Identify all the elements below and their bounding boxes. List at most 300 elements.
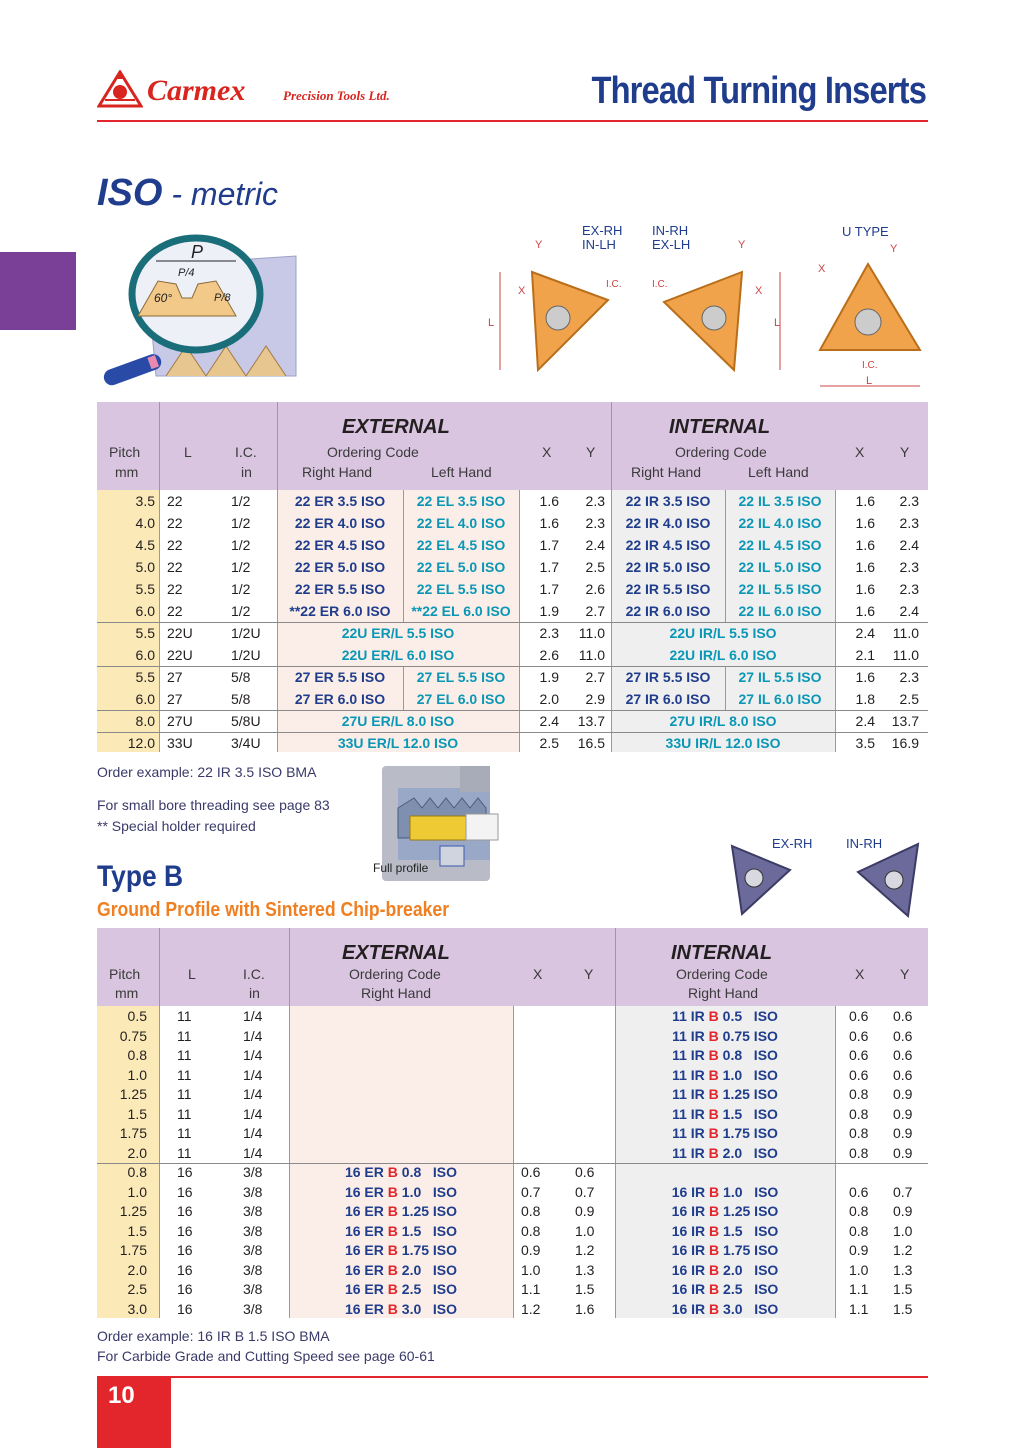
external-left-code-cell: 22 EL 4.0 ISO bbox=[416, 515, 506, 531]
ic-cell: 3/8 bbox=[243, 1261, 263, 1278]
external-y-cell: 0.6 bbox=[575, 1164, 595, 1180]
angle-label: 60° bbox=[154, 291, 173, 305]
external-right-code-cell: 22 ER 5.0 ISO bbox=[294, 559, 386, 575]
thread-profile-illustration bbox=[96, 226, 306, 396]
external-y-cell: 2.9 bbox=[585, 691, 605, 707]
code-suffix: 1.75 ISO bbox=[718, 1125, 778, 1141]
table1-divider bbox=[519, 490, 520, 752]
code-prefix: 16 ER bbox=[344, 1183, 388, 1200]
ic-cell: 3/8 bbox=[243, 1242, 263, 1258]
internal-x-cell: 1.1 bbox=[849, 1281, 869, 1297]
internal-x-cell: 2.4 bbox=[855, 713, 875, 729]
table2-header bbox=[97, 928, 928, 1006]
l-cell: 22 bbox=[167, 559, 183, 575]
internal-code-cell bbox=[615, 1183, 835, 1202]
internal-y-cell: 0.9 bbox=[893, 1105, 913, 1122]
order-example-1: Order example: 22 IR 3.5 ISO BMA bbox=[97, 764, 317, 780]
code-suffix: 2.5 ISO bbox=[719, 1281, 779, 1297]
code-prefix: 16 IR bbox=[671, 1242, 710, 1258]
code-type: B bbox=[708, 1125, 719, 1141]
internal-left-code-cell: 22 IL 5.5 ISO bbox=[738, 581, 822, 597]
external-code-cell bbox=[289, 1222, 513, 1241]
code-type: B bbox=[387, 1300, 398, 1317]
internal-code-cell bbox=[615, 1144, 835, 1163]
internal-x-cell: 0.8 bbox=[849, 1203, 869, 1219]
type-b-title: Type B bbox=[97, 860, 184, 893]
internal-y-cell: 0.9 bbox=[893, 1144, 913, 1161]
code-type: B bbox=[387, 1261, 398, 1278]
pitch-cell: 3.0 bbox=[127, 1300, 147, 1317]
external-right-code-cell: 22 ER 4.0 ISO bbox=[294, 515, 386, 531]
table2-pitch-header: Pitch bbox=[109, 966, 141, 982]
logo-subtitle: Precision Tools Ltd. bbox=[283, 88, 390, 103]
code-suffix: 1.25 ISO bbox=[397, 1203, 458, 1219]
table1-external-label: EXTERNAL bbox=[342, 416, 450, 438]
internal-left-code-cell: 22 IL 5.0 ISO bbox=[738, 559, 822, 575]
pitch-cell: 4.5 bbox=[135, 537, 155, 553]
pitch-cell: 1.5 bbox=[127, 1105, 147, 1122]
type-b-table bbox=[97, 928, 928, 1318]
pitch-cell: 6.0 bbox=[135, 603, 155, 619]
l-label-2: L bbox=[774, 317, 781, 329]
external-code-cell bbox=[289, 1241, 513, 1260]
internal-x-cell: 0.9 bbox=[849, 1242, 869, 1258]
internal-code-cell bbox=[615, 1027, 835, 1046]
iso-section-title bbox=[97, 172, 278, 215]
internal-y-cell: 1.2 bbox=[893, 1242, 913, 1258]
code-prefix: 11 IR bbox=[672, 1008, 709, 1024]
l-cell: 16 bbox=[177, 1261, 193, 1278]
pitch-cell: 1.25 bbox=[119, 1086, 147, 1102]
table2-divider bbox=[159, 928, 160, 1318]
code-suffix: 0.5 ISO bbox=[718, 1008, 778, 1024]
pitch-cell: 1.25 bbox=[119, 1203, 147, 1219]
code-suffix: 2.5 ISO bbox=[397, 1281, 458, 1297]
table1-divider bbox=[159, 402, 160, 752]
type-b-ex-rh-label: EX-RH bbox=[772, 836, 813, 851]
internal-x-cell: 0.8 bbox=[849, 1105, 869, 1122]
code-suffix: 1.5 ISO bbox=[719, 1222, 779, 1239]
external-x-cell: 0.8 bbox=[521, 1222, 541, 1239]
internal-code-cell bbox=[615, 1300, 835, 1319]
pitch-cell: 0.8 bbox=[127, 1164, 147, 1180]
table1-ext-x-header: X bbox=[542, 444, 552, 460]
internal-x-cell: 0.6 bbox=[849, 1183, 869, 1200]
pitch-cell: 5.0 bbox=[135, 559, 155, 575]
internal-x-cell: 0.8 bbox=[849, 1222, 869, 1239]
code-suffix: 2.0 ISO bbox=[397, 1261, 458, 1278]
ic-label-1: I.C. bbox=[606, 279, 622, 290]
code-suffix: 2.0 ISO bbox=[718, 1144, 778, 1161]
ic-cell: 3/4U bbox=[231, 735, 261, 751]
internal-code-cell bbox=[615, 1046, 835, 1065]
external-x-cell: 1.7 bbox=[539, 537, 559, 553]
table1-ext-left-hand: Left Hand bbox=[431, 464, 492, 480]
internal-left-code-cell: 27 IL 5.5 ISO bbox=[738, 669, 822, 685]
pitch-cell: 6.0 bbox=[135, 647, 155, 663]
code-prefix: 11 IR bbox=[672, 1105, 709, 1122]
code-type: B bbox=[708, 1008, 719, 1024]
x-label-3: X bbox=[818, 263, 826, 275]
code-type: B bbox=[709, 1242, 720, 1258]
code-prefix: 16 IR bbox=[671, 1203, 710, 1219]
code-type: B bbox=[387, 1281, 398, 1297]
table2-int-y-header: Y bbox=[900, 966, 910, 982]
code-prefix: 16 IR bbox=[671, 1281, 710, 1297]
external-left-code-cell: 22 EL 5.5 ISO bbox=[416, 581, 506, 597]
u-type-label: U TYPE bbox=[842, 224, 889, 239]
ic-cell: 1/2 bbox=[231, 581, 251, 597]
l-cell: 27 bbox=[167, 691, 183, 707]
external-x-cell: 1.7 bbox=[539, 559, 559, 575]
l-cell: 22 bbox=[167, 515, 183, 531]
internal-code-cell bbox=[615, 1085, 835, 1104]
ic-cell: 1/2 bbox=[231, 515, 251, 531]
internal-code-cell: 33U IR/L 12.0 ISO bbox=[665, 735, 781, 751]
x-label-2: X bbox=[755, 285, 763, 297]
pitch-cell: 0.8 bbox=[127, 1047, 147, 1063]
table2-ic-header: I.C. bbox=[243, 966, 265, 982]
external-code-cell bbox=[289, 1280, 513, 1299]
table2-mm-header: mm bbox=[115, 985, 139, 1001]
code-type: B bbox=[708, 1047, 719, 1063]
carmex-logo-icon bbox=[97, 70, 143, 108]
internal-x-cell: 2.1 bbox=[855, 647, 875, 663]
internal-x-cell: 3.5 bbox=[855, 735, 875, 751]
internal-left-code-cell: 22 IL 4.0 ISO bbox=[738, 515, 822, 531]
external-y-cell: 13.7 bbox=[577, 713, 605, 729]
external-x-cell: 0.7 bbox=[521, 1183, 541, 1200]
l-cell: 16 bbox=[177, 1281, 193, 1297]
external-left-code-cell: 22 EL 5.0 ISO bbox=[416, 559, 506, 575]
external-code-cell: 27U ER/L 8.0 ISO bbox=[341, 713, 455, 729]
ic-cell: 3/8 bbox=[243, 1222, 263, 1239]
code-suffix: 0.8 ISO bbox=[397, 1164, 458, 1180]
internal-code-cell bbox=[615, 1066, 835, 1085]
external-x-cell: 1.1 bbox=[521, 1281, 541, 1297]
type-b-subtitle: Ground Profile with Sintered Chip-breaker bbox=[97, 899, 450, 921]
external-y-cell: 1.0 bbox=[575, 1222, 595, 1239]
table2-int-x-header: X bbox=[855, 966, 865, 982]
external-x-cell: 1.6 bbox=[539, 515, 559, 531]
ic-label-3: I.C. bbox=[862, 360, 878, 371]
internal-x-cell: 2.4 bbox=[855, 625, 875, 641]
code-suffix: 1.0 ISO bbox=[718, 1066, 778, 1083]
code-suffix: 1.75 ISO bbox=[397, 1242, 458, 1258]
table1-ext-ordering-code: Ordering Code bbox=[327, 444, 419, 460]
code-type: B bbox=[708, 1027, 719, 1044]
external-left-code-cell: 22 EL 3.5 ISO bbox=[416, 493, 506, 509]
internal-x-cell: 1.6 bbox=[855, 581, 875, 597]
logo-name: Carmex bbox=[147, 74, 246, 107]
internal-left-code-cell: 22 IL 6.0 ISO bbox=[738, 603, 822, 619]
external-right-code-cell: 22 ER 4.5 ISO bbox=[294, 537, 386, 553]
order-example-2: Order example: 16 IR B 1.5 ISO BMA bbox=[97, 1328, 330, 1344]
external-y-cell: 1.2 bbox=[575, 1242, 595, 1258]
ic-cell: 1/2 bbox=[231, 603, 251, 619]
external-x-cell: 1.0 bbox=[521, 1261, 541, 1278]
external-y-cell: 2.3 bbox=[585, 515, 605, 531]
external-left-code-cell: 27 EL 5.5 ISO bbox=[416, 669, 506, 685]
internal-y-cell: 2.5 bbox=[899, 691, 919, 707]
internal-x-cell: 1.6 bbox=[855, 603, 875, 619]
code-suffix: 3.0 ISO bbox=[397, 1300, 458, 1317]
y-label-3: Y bbox=[890, 243, 898, 255]
external-x-cell: 0.9 bbox=[521, 1242, 541, 1258]
code-type: B bbox=[709, 1281, 720, 1297]
internal-right-code-cell: 22 IR 4.0 ISO bbox=[625, 515, 711, 531]
pitch-cell: 12.0 bbox=[127, 735, 155, 751]
code-suffix: 1.0 ISO bbox=[397, 1183, 458, 1200]
internal-y-cell: 0.9 bbox=[893, 1203, 913, 1219]
code-type: B bbox=[709, 1203, 720, 1219]
l-cell: 16 bbox=[177, 1300, 193, 1317]
table1-int-x-header: X bbox=[855, 444, 865, 460]
ic-cell: 1/2 bbox=[231, 537, 251, 553]
page-title: Thread Turning Inserts bbox=[591, 70, 926, 112]
internal-x-cell: 0.8 bbox=[849, 1144, 869, 1161]
external-left-code-cell: **22 EL 6.0 ISO bbox=[411, 603, 511, 619]
code-prefix: 16 IR bbox=[671, 1261, 710, 1278]
internal-y-cell: 0.9 bbox=[893, 1125, 913, 1141]
external-x-cell: 2.6 bbox=[539, 647, 559, 663]
l-cell: 16 bbox=[177, 1183, 193, 1200]
pitch-cell: 1.75 bbox=[119, 1125, 147, 1141]
internal-code-cell bbox=[615, 1007, 835, 1026]
internal-y-cell: 1.3 bbox=[893, 1261, 913, 1278]
pitch-cell: 6.0 bbox=[135, 691, 155, 707]
pitch-cell: 8.0 bbox=[135, 713, 155, 729]
internal-left-code-cell: 22 IL 3.5 ISO bbox=[738, 493, 822, 509]
x-label-1: X bbox=[518, 285, 526, 297]
internal-x-cell: 1.6 bbox=[855, 493, 875, 509]
l-cell: 11 bbox=[177, 1086, 192, 1102]
ic-cell: 3/8 bbox=[243, 1203, 263, 1219]
small-bore-note: For small bore threading see page 83 bbox=[97, 797, 330, 813]
internal-y-cell: 2.4 bbox=[899, 537, 919, 553]
internal-right-code-cell: 22 IR 3.5 ISO bbox=[625, 493, 711, 509]
code-suffix: 0.8 ISO bbox=[718, 1047, 778, 1063]
pitch-cell: 1.5 bbox=[127, 1222, 147, 1239]
internal-x-cell: 1.6 bbox=[855, 669, 875, 685]
internal-y-cell: 0.9 bbox=[893, 1086, 913, 1102]
iso-title-rest: - metric bbox=[162, 176, 279, 212]
logo bbox=[97, 70, 407, 110]
internal-code-cell: 22U IR/L 5.5 ISO bbox=[669, 625, 777, 641]
external-x-cell: 2.4 bbox=[539, 713, 559, 729]
pitch-cell: 1.0 bbox=[127, 1066, 147, 1083]
external-y-cell: 2.7 bbox=[585, 669, 605, 685]
ic-cell: 1/4 bbox=[243, 1086, 263, 1102]
l-cell: 16 bbox=[177, 1222, 193, 1239]
external-y-cell: 2.5 bbox=[585, 559, 605, 575]
internal-code-cell bbox=[615, 1222, 835, 1241]
internal-y-cell: 2.3 bbox=[899, 669, 919, 685]
code-prefix: 16 ER bbox=[344, 1164, 388, 1180]
external-x-cell: 1.6 bbox=[539, 493, 559, 509]
l-cell: 16 bbox=[177, 1203, 193, 1219]
code-suffix: 1.75 ISO bbox=[719, 1242, 779, 1258]
table2-ext-right-hand: Right Hand bbox=[361, 985, 432, 1001]
external-y-cell: 2.7 bbox=[585, 603, 605, 619]
pitch-label: P bbox=[191, 242, 204, 262]
external-y-cell: 1.5 bbox=[575, 1281, 595, 1297]
internal-y-cell: 2.3 bbox=[899, 581, 919, 597]
internal-code-cell bbox=[615, 1124, 835, 1143]
pitch-cell: 1.0 bbox=[127, 1183, 147, 1200]
external-y-cell: 2.4 bbox=[585, 537, 605, 553]
code-prefix: 16 ER bbox=[344, 1203, 388, 1219]
code-type: B bbox=[708, 1086, 719, 1102]
internal-y-cell: 2.3 bbox=[899, 559, 919, 575]
external-y-cell: 0.7 bbox=[575, 1183, 595, 1200]
ic-cell: 5/8 bbox=[231, 669, 251, 685]
table2-external-label: EXTERNAL bbox=[342, 942, 450, 964]
internal-right-code-cell: 27 IR 5.5 ISO bbox=[625, 669, 711, 685]
code-prefix: 16 ER bbox=[344, 1300, 388, 1317]
code-suffix: 0.75 ISO bbox=[718, 1027, 778, 1044]
internal-right-code-cell: 22 IR 4.5 ISO bbox=[625, 537, 711, 553]
pitch-cell: 4.0 bbox=[135, 515, 155, 531]
external-right-code-cell: 22 ER 3.5 ISO bbox=[294, 493, 386, 509]
pitch-cell: 5.5 bbox=[135, 625, 155, 641]
external-code-cell bbox=[289, 1183, 513, 1202]
ic-cell: 1/2 bbox=[231, 559, 251, 575]
internal-y-cell: 0.6 bbox=[893, 1066, 913, 1083]
external-code-cell: 33U ER/L 12.0 ISO bbox=[337, 735, 459, 751]
side-tab bbox=[0, 252, 76, 330]
table1-divider bbox=[835, 490, 836, 752]
internal-y-cell: 11.0 bbox=[892, 625, 919, 641]
internal-y-cell: 13.7 bbox=[891, 713, 919, 729]
internal-y-cell: 16.9 bbox=[891, 735, 919, 751]
footer-rule bbox=[171, 1376, 928, 1378]
l-cell: 27U bbox=[167, 713, 193, 729]
iso-title-main: ISO bbox=[97, 172, 163, 214]
carbide-grade-note: For Carbide Grade and Cutting Speed see page 60-61 bbox=[97, 1348, 435, 1364]
table2-int-ordering-code: Ordering Code bbox=[676, 966, 768, 982]
external-x-cell: 1.9 bbox=[539, 669, 559, 685]
internal-y-cell: 2.4 bbox=[899, 603, 919, 619]
ic-cell: 1/2U bbox=[231, 625, 261, 641]
internal-x-cell: 0.6 bbox=[849, 1008, 869, 1024]
table1-ic-header: I.C. bbox=[235, 444, 257, 460]
ic-cell: 1/2U bbox=[231, 647, 261, 663]
ic-label-2: I.C. bbox=[652, 279, 668, 290]
code-prefix: 11 IR bbox=[672, 1027, 709, 1044]
internal-right-code-cell: 22 IR 5.0 ISO bbox=[625, 559, 711, 575]
l-cell: 33U bbox=[167, 735, 193, 751]
internal-y-cell: 0.6 bbox=[893, 1047, 913, 1063]
external-x-cell: 2.5 bbox=[539, 735, 559, 751]
table2-l-header: L bbox=[188, 966, 196, 982]
internal-y-cell: 0.6 bbox=[893, 1008, 913, 1024]
external-y-cell: 11.0 bbox=[578, 625, 605, 641]
external-y-cell: 1.3 bbox=[575, 1261, 595, 1278]
pitch-cell: 1.75 bbox=[119, 1242, 147, 1258]
code-suffix: 1.25 ISO bbox=[718, 1086, 778, 1102]
code-type: B bbox=[709, 1261, 720, 1278]
external-x-cell: 1.2 bbox=[521, 1300, 541, 1317]
external-y-cell: 16.5 bbox=[577, 735, 605, 751]
external-y-cell: 0.9 bbox=[575, 1203, 595, 1219]
internal-x-cell: 1.6 bbox=[855, 537, 875, 553]
external-code-cell bbox=[289, 1261, 513, 1280]
in-lh-label: IN-LH bbox=[582, 237, 616, 252]
code-suffix: 1.25 ISO bbox=[719, 1203, 779, 1219]
internal-x-cell: 0.6 bbox=[849, 1027, 869, 1044]
l-cell: 22 bbox=[167, 603, 183, 619]
table1-internal-label: INTERNAL bbox=[669, 416, 771, 438]
table1-int-right-hand: Right Hand bbox=[631, 464, 702, 480]
special-holder-note: ** Special holder required bbox=[97, 818, 256, 834]
p8-label: P/8 bbox=[214, 292, 231, 304]
code-prefix: 11 IR bbox=[672, 1066, 709, 1083]
l-label-3: L bbox=[866, 375, 873, 387]
internal-code-cell bbox=[615, 1280, 835, 1299]
external-x-cell: 1.7 bbox=[539, 581, 559, 597]
table2-ext-y-header: Y bbox=[584, 966, 594, 982]
y-label-1: Y bbox=[535, 239, 543, 251]
pitch-cell: 2.0 bbox=[127, 1144, 147, 1161]
ic-cell: 3/8 bbox=[243, 1183, 263, 1200]
external-right-code-cell: 22 ER 5.5 ISO bbox=[294, 581, 386, 597]
footer-page-number: 10 bbox=[108, 1382, 135, 1409]
internal-y-cell: 2.3 bbox=[899, 515, 919, 531]
code-prefix: 11 IR bbox=[672, 1086, 709, 1102]
full-profile-label: Full profile bbox=[373, 861, 429, 875]
table2-ext-ordering-code: Ordering Code bbox=[349, 966, 441, 982]
code-type: B bbox=[709, 1222, 720, 1239]
external-left-code-cell: 27 EL 6.0 ISO bbox=[416, 691, 506, 707]
table1-int-y-header: Y bbox=[900, 444, 910, 460]
internal-x-cell: 1.0 bbox=[849, 1261, 869, 1278]
internal-y-cell: 0.6 bbox=[893, 1027, 913, 1044]
l-cell: 22 bbox=[167, 581, 183, 597]
iso-metric-table bbox=[97, 402, 928, 752]
external-right-code-cell: 27 ER 6.0 ISO bbox=[294, 691, 386, 707]
l-cell: 16 bbox=[177, 1164, 193, 1180]
l-cell: 11 bbox=[177, 1027, 192, 1044]
external-x-cell: 0.6 bbox=[521, 1164, 541, 1180]
code-type: B bbox=[387, 1164, 398, 1180]
pitch-cell: 2.5 bbox=[127, 1281, 147, 1297]
table2-internal-label: INTERNAL bbox=[671, 942, 773, 964]
table1-mm-header: mm bbox=[115, 464, 139, 480]
internal-y-cell: 11.0 bbox=[892, 647, 919, 663]
code-type: B bbox=[708, 1144, 719, 1161]
internal-x-cell: 0.6 bbox=[849, 1047, 869, 1063]
external-code-cell bbox=[289, 1202, 513, 1221]
internal-code-cell bbox=[615, 1241, 835, 1260]
internal-left-code-cell: 22 IL 4.5 ISO bbox=[738, 537, 822, 553]
code-prefix: 11 IR bbox=[672, 1144, 709, 1161]
external-y-cell: 2.3 bbox=[585, 493, 605, 509]
ic-cell: 3/8 bbox=[243, 1281, 263, 1297]
ic-cell: 3/8 bbox=[243, 1164, 263, 1180]
ic-cell: 1/4 bbox=[243, 1027, 263, 1044]
external-code-cell bbox=[289, 1300, 513, 1319]
internal-left-code-cell: 27 IL 6.0 ISO bbox=[738, 691, 822, 707]
internal-code-cell bbox=[615, 1105, 835, 1124]
header-rule bbox=[97, 120, 928, 122]
y-label-2: Y bbox=[738, 239, 746, 251]
code-type: B bbox=[387, 1222, 398, 1239]
pitch-cell: 2.0 bbox=[127, 1261, 147, 1278]
code-prefix: 11 IR bbox=[672, 1047, 709, 1063]
external-left-code-cell: 22 EL 4.5 ISO bbox=[416, 537, 506, 553]
type-b-in-rh-label: IN-RH bbox=[846, 836, 883, 851]
